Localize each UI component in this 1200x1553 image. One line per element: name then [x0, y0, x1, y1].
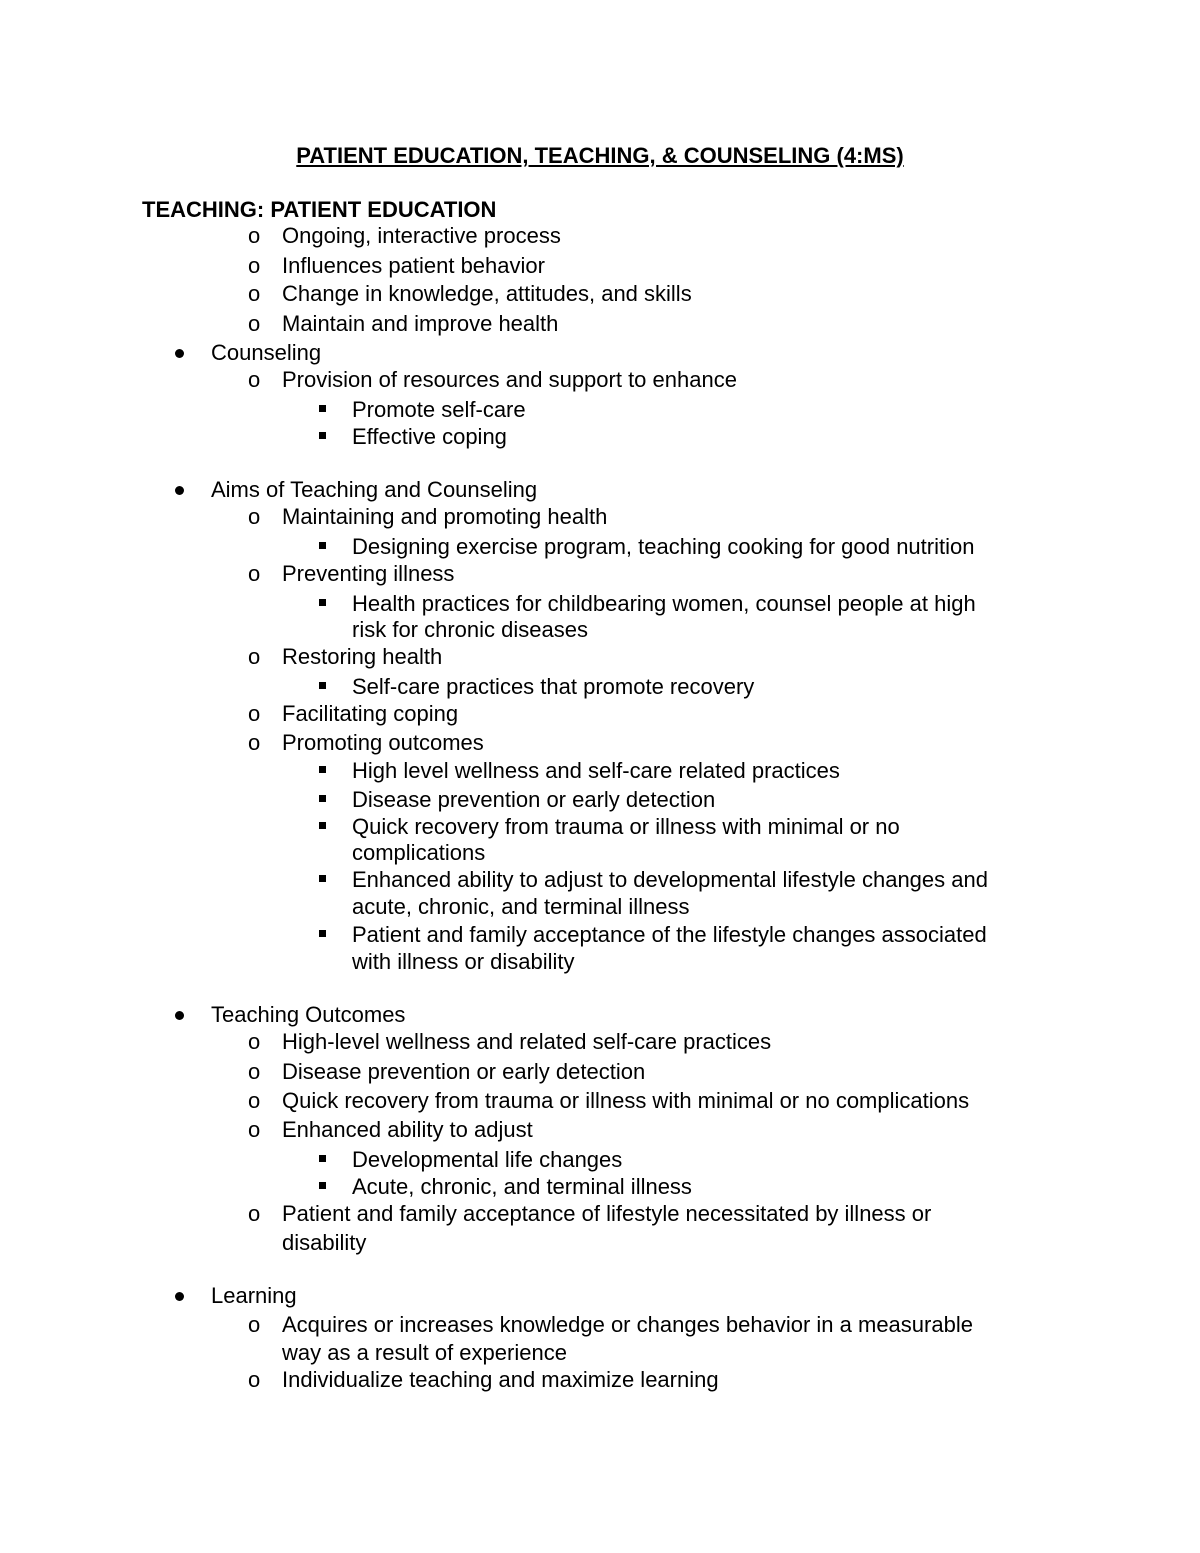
sub-bullet-marker: o	[248, 1201, 261, 1226]
list-item: Promote self-care	[352, 397, 526, 422]
square-bullet-icon	[319, 405, 326, 412]
sub-bullet-marker: o	[248, 561, 261, 586]
list-item: Facilitating coping	[282, 701, 459, 726]
list-item: Ongoing, interactive process	[282, 223, 561, 248]
sub-bullet-marker: o	[248, 1029, 261, 1054]
square-bullet-icon	[319, 432, 326, 439]
list-item: Self-care practices that promote recovery	[352, 674, 755, 699]
square-bullet-icon	[319, 682, 326, 689]
square-bullet-icon	[319, 599, 326, 606]
list-item: Maintain and improve health	[282, 311, 559, 336]
bullet-dot-icon	[175, 1292, 184, 1301]
sub-bullet-marker: o	[248, 730, 261, 755]
list-item: Maintaining and promoting health	[282, 504, 608, 529]
square-bullet-icon	[319, 822, 326, 829]
list-item: High level wellness and self-care related practices	[352, 758, 840, 783]
list-item: Change in knowledge, attitudes, and skills	[282, 281, 692, 306]
sub-bullet-marker: o	[248, 701, 261, 726]
square-bullet-icon	[319, 875, 326, 882]
list-item: Counseling	[211, 340, 322, 365]
list-item: Patient and family acceptance of the lifestyle changes associated	[352, 922, 987, 947]
list-item: Aims of Teaching and Counseling	[211, 477, 538, 502]
list-item-continuation: risk for chronic diseases	[352, 617, 588, 642]
sub-bullet-marker: o	[248, 1312, 261, 1337]
square-bullet-icon	[319, 795, 326, 802]
list-item-continuation: with illness or disability	[352, 949, 575, 974]
list-item: Acute, chronic, and terminal illness	[352, 1174, 692, 1199]
square-bullet-icon	[319, 930, 326, 937]
sub-bullet-marker: o	[248, 644, 261, 669]
square-bullet-icon	[319, 542, 326, 549]
list-item: Patient and family acceptance of lifestyle necessitated by illness or	[282, 1201, 932, 1226]
sub-bullet-marker: o	[248, 367, 261, 392]
list-item: Enhanced ability to adjust to developmental lifestyle changes and	[352, 867, 988, 892]
list-item: Learning	[211, 1283, 297, 1308]
list-item: Health practices for childbearing women, counsel people at high	[352, 591, 976, 616]
list-item: Quick recovery from trauma or illness with minimal or no	[352, 814, 900, 839]
list-item: Promoting outcomes	[282, 730, 484, 755]
bullet-dot-icon	[175, 486, 184, 495]
list-item-continuation: acute, chronic, and terminal illness	[352, 894, 690, 919]
list-item: Teaching Outcomes	[211, 1002, 406, 1027]
list-item: Influences patient behavior	[282, 253, 545, 278]
sub-bullet-marker: o	[248, 281, 261, 306]
list-item-continuation: disability	[282, 1230, 367, 1255]
list-item-continuation: way as a result of experience	[282, 1340, 567, 1365]
list-item: Preventing illness	[282, 561, 455, 586]
bullet-dot-icon	[175, 1011, 184, 1020]
sub-bullet-marker: o	[248, 223, 261, 248]
sub-bullet-marker: o	[248, 1088, 261, 1113]
section-heading: TEACHING: PATIENT EDUCATION	[142, 197, 497, 222]
list-item-continuation: complications	[352, 840, 486, 865]
square-bullet-icon	[319, 1155, 326, 1162]
list-item: Enhanced ability to adjust	[282, 1117, 533, 1142]
list-item: Effective coping	[352, 424, 507, 449]
sub-bullet-marker: o	[248, 1059, 261, 1084]
sub-bullet-marker: o	[248, 253, 261, 278]
list-item: High-level wellness and related self-care practices	[282, 1029, 772, 1054]
square-bullet-icon	[319, 1182, 326, 1189]
sub-bullet-marker: o	[248, 504, 261, 529]
list-item: Designing exercise program, teaching cooking for good nutrition	[352, 534, 975, 559]
document-title: PATIENT EDUCATION, TEACHING, & COUNSELING (4:MS)	[296, 143, 904, 168]
list-item: Restoring health	[282, 644, 443, 669]
sub-bullet-marker: o	[248, 311, 261, 336]
sub-bullet-marker: o	[248, 1367, 261, 1392]
list-item: Quick recovery from trauma or illness with minimal or no complications	[282, 1088, 970, 1113]
list-item: Disease prevention or early detection	[352, 787, 716, 812]
list-item: Disease prevention or early detection	[282, 1059, 646, 1084]
square-bullet-icon	[319, 766, 326, 773]
list-item: Developmental life changes	[352, 1147, 623, 1172]
list-item: Acquires or increases knowledge or changes behavior in a measurable	[282, 1312, 973, 1337]
list-item: Provision of resources and support to enhance	[282, 367, 737, 392]
sub-bullet-marker: o	[248, 1117, 261, 1142]
bullet-dot-icon	[175, 349, 184, 358]
list-item: Individualize teaching and maximize learning	[282, 1367, 719, 1392]
